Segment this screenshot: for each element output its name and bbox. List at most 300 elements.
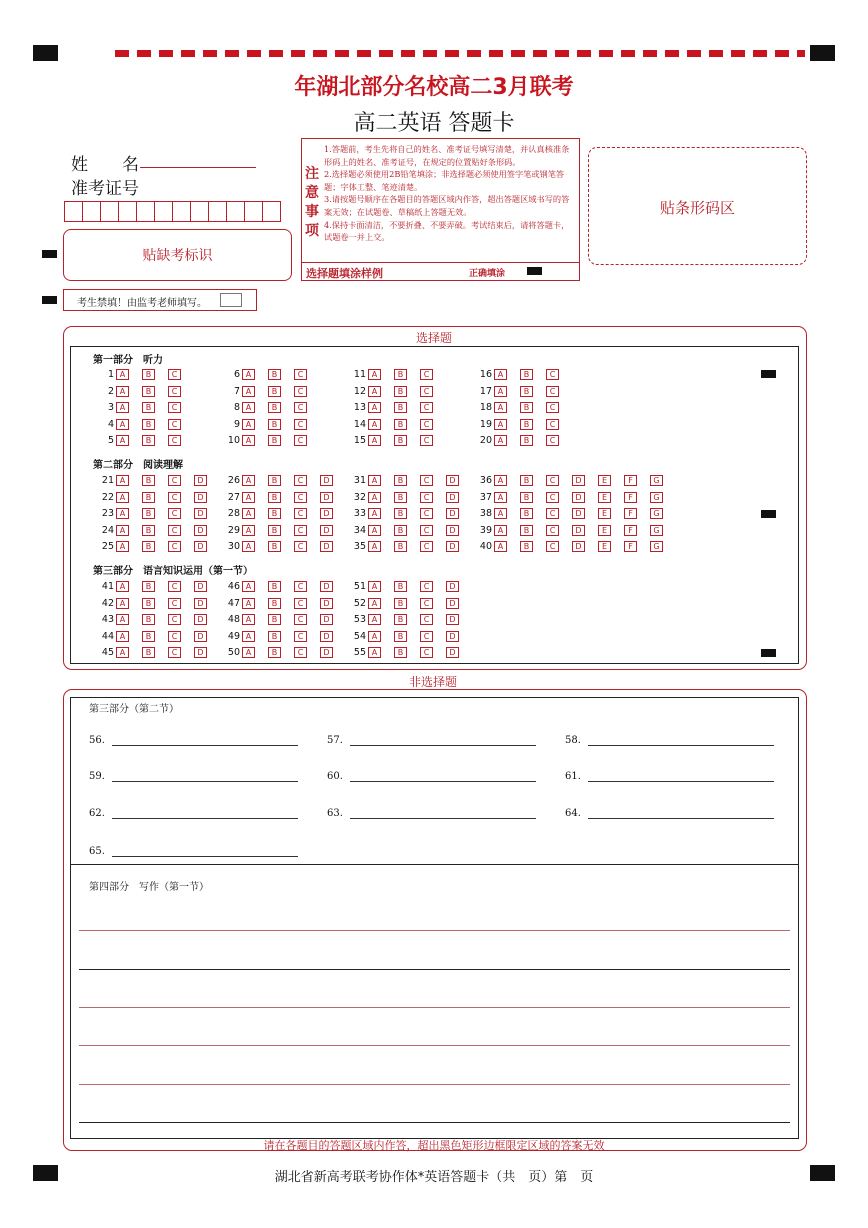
card-title: 高二英语 答题卡 [353, 111, 515, 136]
fill-in-number: 63. [327, 808, 343, 819]
option-bubble-d[interactable]: D [194, 598, 207, 609]
option-bubble-c[interactable]: C [420, 614, 433, 625]
option-bubble-d[interactable]: D [320, 508, 333, 519]
question-number: 41 [101, 581, 114, 592]
dashed-header-line [115, 50, 805, 57]
option-bubble-a[interactable]: A [242, 581, 255, 592]
option-bubble-f[interactable]: F [624, 492, 637, 503]
option-bubble-b[interactable]: B [394, 598, 407, 609]
option-bubble-b[interactable]: B [520, 435, 533, 446]
option-bubble-a[interactable]: A [242, 419, 255, 430]
option-bubble-c[interactable]: C [294, 631, 307, 642]
option-bubble-b[interactable]: B [394, 492, 407, 503]
option-bubble-c[interactable]: C [168, 419, 181, 430]
barcode-label: 贴条形码区 [659, 199, 735, 217]
option-bubble-c[interactable]: C [168, 369, 181, 380]
question-number: 44 [101, 630, 114, 642]
option-bubble-b[interactable]: B [268, 386, 281, 397]
option-bubble-c[interactable]: C [168, 631, 181, 642]
option-bubble-d[interactable]: D [320, 475, 333, 486]
option-bubble-d[interactable]: D [320, 525, 333, 536]
option-bubble-f[interactable]: F [624, 541, 637, 552]
option-bubble-c[interactable]: C [168, 598, 181, 609]
option-bubble-c[interactable]: C [420, 386, 433, 397]
option-bubble-b[interactable]: B [268, 419, 281, 430]
option-bubble-b[interactable]: B [394, 402, 407, 413]
option-bubble-d[interactable]: D [320, 581, 333, 592]
option-bubble-b[interactable]: B [268, 525, 281, 536]
option-bubble-a[interactable]: A [368, 614, 381, 625]
option-bubble-c[interactable]: C [294, 369, 307, 380]
question-number: 40 [479, 541, 492, 552]
proctor-box [63, 289, 257, 311]
option-bubble-a[interactable]: A [368, 541, 381, 552]
part4-title: 第四部分 写作（第一节） [89, 882, 209, 893]
proctor-fill-box[interactable] [220, 293, 242, 307]
option-bubble-b[interactable]: B [142, 419, 155, 430]
fill-in-line[interactable] [588, 818, 774, 819]
option-bubble-b[interactable]: B [142, 631, 155, 642]
option-bubble-d[interactable]: D [194, 492, 207, 503]
option-bubble-c[interactable]: C [294, 435, 307, 446]
option-bubble-b[interactable]: B [142, 581, 155, 592]
part3-2-title: 第三部分（第二节） [89, 704, 179, 715]
fill-in-line[interactable] [588, 745, 774, 746]
option-bubble-b[interactable]: B [394, 475, 407, 486]
option-bubble-c[interactable]: C [546, 525, 559, 536]
option-bubble-a[interactable]: A [242, 631, 255, 642]
option-bubble-d[interactable]: D [446, 631, 459, 642]
option-bubble-a[interactable]: A [116, 419, 129, 430]
question-number: 43 [101, 614, 114, 625]
option-bubble-c[interactable]: C [294, 386, 307, 397]
question-number: 42 [101, 597, 114, 609]
option-bubble-c[interactable]: C [546, 475, 559, 486]
fill-in-line[interactable] [350, 745, 536, 746]
option-bubble-b[interactable]: B [268, 631, 281, 642]
fill-example-bar [302, 262, 579, 280]
option-bubble-a[interactable]: A [242, 647, 255, 658]
option-bubble-a[interactable]: A [242, 541, 255, 552]
question-number: 19 [479, 418, 492, 430]
bottom-warning: 请在各题目的答题区域内作答，超出黑色矩形边框限定区域的答案无效 [263, 1139, 605, 1152]
option-bubble-a[interactable]: A [368, 402, 381, 413]
notice-item: 4.保持卡面清洁，不要折叠、不要弄破。考试结束后，请将答题卡，试题卷一并上交。 [324, 219, 570, 243]
question-number: 18 [479, 402, 492, 413]
fill-in-line[interactable] [350, 818, 536, 819]
option-bubble-a[interactable]: A [116, 614, 129, 625]
option-bubble-d[interactable]: D [320, 541, 333, 552]
registration-mark [810, 45, 835, 61]
option-bubble-c[interactable]: C [546, 386, 559, 397]
option-bubble-b[interactable]: B [394, 386, 407, 397]
option-bubble-b[interactable]: B [520, 541, 533, 552]
question-number: 32 [353, 491, 366, 503]
notice-item: 3.请按题号顺序在各题目的答题区域内作答，超出答题区域书写的答案无效；在试题卷、草稿纸上答题无效。 [324, 194, 570, 217]
option-bubble-d[interactable]: D [446, 647, 459, 658]
option-bubble-f[interactable]: F [624, 525, 637, 536]
option-bubble-c[interactable]: C [294, 598, 307, 609]
writing-line[interactable] [79, 1084, 790, 1085]
option-bubble-c[interactable]: C [294, 402, 307, 413]
option-bubble-b[interactable]: B [394, 647, 407, 658]
option-bubble-c[interactable]: C [420, 419, 433, 430]
option-bubble-b[interactable]: B [394, 525, 407, 536]
option-bubble-a[interactable]: A [494, 369, 507, 380]
barcode-area[interactable] [588, 147, 807, 265]
option-bubble-d[interactable]: D [194, 508, 207, 519]
option-bubble-c[interactable]: C [294, 541, 307, 552]
question-number: 13 [353, 402, 366, 413]
option-bubble-c[interactable]: C [546, 419, 559, 430]
option-bubble-b[interactable]: B [268, 492, 281, 503]
option-bubble-c[interactable]: C [420, 541, 433, 552]
option-bubble-b[interactable]: B [142, 598, 155, 609]
option-bubble-c[interactable]: C [420, 508, 433, 519]
option-bubble-f[interactable]: F [624, 508, 637, 519]
option-bubble-d[interactable]: D [572, 525, 585, 536]
option-bubble-c[interactable]: C [168, 614, 181, 625]
option-bubble-b[interactable]: B [268, 475, 281, 486]
question-number: 25 [101, 541, 114, 552]
option-bubble-a[interactable]: A [242, 614, 255, 625]
option-bubble-a[interactable]: A [116, 475, 129, 486]
option-bubble-b[interactable]: B [394, 614, 407, 625]
option-bubble-g[interactable]: G [650, 525, 663, 536]
option-bubble-a[interactable]: A [368, 525, 381, 536]
option-bubble-d[interactable]: D [194, 631, 207, 642]
option-bubble-a[interactable]: A [494, 435, 507, 446]
fill-in-line[interactable] [350, 781, 536, 782]
option-bubble-e[interactable]: E [598, 508, 611, 519]
option-bubble-b[interactable]: B [520, 386, 533, 397]
option-bubble-c[interactable]: C [420, 525, 433, 536]
option-bubble-b[interactable]: B [268, 402, 281, 413]
option-bubble-d[interactable]: D [320, 492, 333, 503]
option-bubble-d[interactable]: D [572, 492, 585, 503]
option-bubble-a[interactable]: A [494, 402, 507, 413]
option-bubble-c[interactable]: C [546, 541, 559, 552]
option-bubble-a[interactable]: A [368, 631, 381, 642]
option-bubble-b[interactable]: B [268, 581, 281, 592]
question-number: 55 [353, 647, 366, 658]
name-label: 姓 名 [71, 155, 139, 175]
option-bubble-c[interactable]: C [420, 475, 433, 486]
option-bubble-c[interactable]: C [168, 402, 181, 413]
option-bubble-d[interactable]: D [194, 525, 207, 536]
option-bubble-a[interactable]: A [494, 419, 507, 430]
option-bubble-c[interactable]: C [420, 435, 433, 446]
question-number: 9 [233, 418, 240, 430]
option-bubble-a[interactable]: A [368, 508, 381, 519]
option-bubble-c[interactable]: C [420, 492, 433, 503]
option-bubble-b[interactable]: B [394, 631, 407, 642]
option-bubble-b[interactable]: B [142, 402, 155, 413]
option-bubble-c[interactable]: C [294, 492, 307, 503]
option-bubble-d[interactable]: D [446, 508, 459, 519]
option-bubble-d[interactable]: D [572, 541, 585, 552]
fill-in-line[interactable] [112, 745, 298, 746]
option-bubble-a[interactable]: A [242, 435, 255, 446]
option-bubble-b[interactable]: B [268, 541, 281, 552]
option-bubble-a[interactable]: A [368, 475, 381, 486]
option-bubble-g[interactable]: G [650, 541, 663, 552]
option-bubble-e[interactable]: E [598, 525, 611, 536]
option-bubble-d[interactable]: D [320, 631, 333, 642]
option-bubble-a[interactable]: A [116, 581, 129, 592]
option-bubble-d[interactable]: D [572, 475, 585, 486]
timing-mark [761, 649, 776, 657]
question-number: 16 [479, 369, 492, 380]
option-bubble-a[interactable]: A [116, 386, 129, 397]
option-bubble-b[interactable]: B [142, 475, 155, 486]
option-bubble-c[interactable]: C [294, 419, 307, 430]
option-bubble-c[interactable]: C [546, 369, 559, 380]
absent-sticker-box[interactable] [63, 229, 292, 281]
option-bubble-b[interactable]: B [142, 508, 155, 519]
option-bubble-e[interactable]: E [598, 541, 611, 552]
question-number: 30 [227, 541, 240, 552]
option-bubble-d[interactable]: D [446, 525, 459, 536]
question-number: 5 [107, 435, 114, 446]
option-bubble-a[interactable]: A [242, 508, 255, 519]
part1-title: 第一部分 听力 [93, 355, 163, 366]
option-bubble-b[interactable]: B [142, 614, 155, 625]
option-bubble-d[interactable]: D [446, 492, 459, 503]
proctor-note: 考生禁填！由监考老师填写。 [77, 298, 207, 309]
option-bubble-a[interactable]: A [242, 369, 255, 380]
option-bubble-b[interactable]: B [520, 369, 533, 380]
option-bubble-a[interactable]: A [242, 386, 255, 397]
option-bubble-a[interactable]: A [494, 508, 507, 519]
fill-in-number: 59. [89, 771, 105, 782]
option-bubble-c[interactable]: C [168, 647, 181, 658]
fill-in-line[interactable] [588, 781, 774, 782]
option-bubble-b[interactable]: B [142, 435, 155, 446]
option-bubble-e[interactable]: E [598, 492, 611, 503]
question-number: 34 [353, 524, 366, 536]
question-number: 1 [107, 369, 114, 380]
option-bubble-a[interactable]: A [116, 508, 129, 519]
id-label: 准考证号 [71, 179, 139, 199]
option-bubble-b[interactable]: B [394, 541, 407, 552]
option-bubble-e[interactable]: E [598, 475, 611, 486]
option-bubble-a[interactable]: A [242, 402, 255, 413]
option-bubble-a[interactable]: A [368, 581, 381, 592]
option-bubble-a[interactable]: A [116, 541, 129, 552]
option-bubble-b[interactable]: B [142, 647, 155, 658]
registration-mark [33, 45, 58, 61]
option-bubble-c[interactable]: C [168, 581, 181, 592]
notice-item: 1.答题前，考生先将自己的姓名、准考证号填写清楚，并认真核准条形码上的姓名、准考证号，在规定的位置贴好条形码。 [324, 144, 570, 167]
choice-section-title: 选择题 [412, 329, 456, 346]
option-bubble-c[interactable]: C [294, 508, 307, 519]
option-bubble-c[interactable]: C [546, 402, 559, 413]
option-bubble-c[interactable]: C [420, 647, 433, 658]
option-bubble-b[interactable]: B [394, 369, 407, 380]
option-bubble-b[interactable]: B [268, 647, 281, 658]
option-bubble-c[interactable]: C [420, 581, 433, 592]
writing-line[interactable] [79, 1007, 790, 1008]
option-bubble-a[interactable]: A [116, 598, 129, 609]
option-bubble-b[interactable]: B [520, 492, 533, 503]
fill-in-line[interactable] [112, 818, 298, 819]
option-bubble-c[interactable]: C [294, 475, 307, 486]
option-bubble-a[interactable]: A [116, 369, 129, 380]
option-bubble-c[interactable]: C [294, 581, 307, 592]
timing-mark [761, 510, 776, 518]
option-bubble-g[interactable]: G [650, 508, 663, 519]
option-bubble-a[interactable]: A [116, 525, 129, 536]
option-bubble-d[interactable]: D [320, 647, 333, 658]
option-bubble-c[interactable]: C [168, 475, 181, 486]
fill-in-line[interactable] [112, 856, 298, 857]
option-bubble-c[interactable]: C [420, 598, 433, 609]
question-number: 17 [479, 385, 492, 397]
option-bubble-b[interactable]: B [268, 508, 281, 519]
writing-line[interactable] [79, 1045, 790, 1046]
part2-title: 第二部分 阅读理解 [93, 460, 183, 471]
option-bubble-a[interactable]: A [116, 492, 129, 503]
name-field[interactable] [140, 150, 256, 168]
option-bubble-a[interactable]: A [368, 435, 381, 446]
option-bubble-f[interactable]: F [624, 475, 637, 486]
id-number-cells[interactable] [64, 201, 281, 222]
option-bubble-c[interactable]: C [294, 525, 307, 536]
option-bubble-c[interactable]: C [294, 647, 307, 658]
question-number: 8 [233, 402, 240, 413]
question-number: 3 [107, 402, 114, 413]
option-bubble-d[interactable]: D [572, 508, 585, 519]
question-number: 38 [479, 508, 492, 519]
option-bubble-b[interactable]: B [394, 419, 407, 430]
option-bubble-a[interactable]: A [494, 525, 507, 536]
question-number: 29 [227, 524, 240, 536]
question-number: 6 [233, 369, 240, 380]
notice-side-label: 注意事项 [305, 166, 319, 239]
writing-line[interactable] [79, 969, 790, 970]
option-bubble-a[interactable]: A [116, 435, 129, 446]
option-bubble-c[interactable]: C [420, 402, 433, 413]
option-bubble-b[interactable]: B [142, 525, 155, 536]
option-bubble-d[interactable]: D [194, 581, 207, 592]
option-bubble-a[interactable]: A [494, 541, 507, 552]
timing-mark [761, 370, 776, 378]
option-bubble-d[interactable]: D [446, 475, 459, 486]
option-bubble-b[interactable]: B [520, 525, 533, 536]
option-bubble-a[interactable]: A [368, 386, 381, 397]
option-bubble-c[interactable]: C [420, 631, 433, 642]
option-bubble-b[interactable]: B [142, 541, 155, 552]
option-bubble-a[interactable]: A [368, 369, 381, 380]
option-bubble-c[interactable]: C [168, 541, 181, 552]
option-bubble-b[interactable]: B [268, 435, 281, 446]
option-bubble-b[interactable]: B [394, 435, 407, 446]
absent-sticker-label: 贴缺考标识 [142, 248, 213, 264]
option-bubble-a[interactable]: A [242, 475, 255, 486]
question-number: 36 [479, 475, 492, 486]
option-bubble-a[interactable]: A [242, 492, 255, 503]
option-bubble-a[interactable]: A [368, 647, 381, 658]
option-bubble-d[interactable]: D [320, 598, 333, 609]
option-bubble-a[interactable]: A [368, 492, 381, 503]
option-bubble-b[interactable]: B [268, 369, 281, 380]
option-bubble-b[interactable]: B [268, 598, 281, 609]
fill-in-number: 60. [327, 771, 343, 782]
option-bubble-c[interactable]: C [168, 492, 181, 503]
option-bubble-c[interactable]: C [546, 508, 559, 519]
option-bubble-a[interactable]: A [116, 631, 129, 642]
option-bubble-a[interactable]: A [242, 525, 255, 536]
option-bubble-c[interactable]: C [168, 435, 181, 446]
option-bubble-c[interactable]: C [420, 369, 433, 380]
option-bubble-b[interactable]: B [394, 508, 407, 519]
option-bubble-d[interactable]: D [446, 581, 459, 592]
option-bubble-g[interactable]: G [650, 475, 663, 486]
option-bubble-b[interactable]: B [142, 386, 155, 397]
question-number: 24 [101, 524, 114, 536]
option-bubble-b[interactable]: B [142, 369, 155, 380]
fill-example-label: 选择题填涂样例 [306, 267, 383, 280]
option-bubble-b[interactable]: B [520, 508, 533, 519]
option-bubble-b[interactable]: B [268, 614, 281, 625]
option-bubble-d[interactable]: D [194, 614, 207, 625]
option-bubble-a[interactable]: A [494, 386, 507, 397]
option-bubble-c[interactable]: C [546, 435, 559, 446]
option-bubble-a[interactable]: A [494, 492, 507, 503]
question-number: 48 [227, 614, 240, 625]
question-number: 7 [233, 385, 240, 397]
option-bubble-a[interactable]: A [116, 647, 129, 658]
question-number: 53 [353, 614, 366, 625]
question-number: 31 [353, 475, 366, 486]
option-bubble-g[interactable]: G [650, 492, 663, 503]
option-bubble-b[interactable]: B [394, 581, 407, 592]
option-bubble-a[interactable]: A [116, 402, 129, 413]
option-bubble-c[interactable]: C [168, 386, 181, 397]
fill-in-line[interactable] [112, 781, 298, 782]
option-bubble-d[interactable]: D [320, 614, 333, 625]
option-bubble-a[interactable]: A [368, 419, 381, 430]
option-bubble-c[interactable]: C [546, 492, 559, 503]
option-bubble-c[interactable]: C [294, 614, 307, 625]
option-bubble-a[interactable]: A [368, 598, 381, 609]
fill-in-number: 56. [89, 735, 105, 746]
question-number: 2 [107, 385, 114, 397]
fill-in-number: 58. [565, 735, 581, 746]
fill-in-number: 65. [89, 846, 105, 857]
option-bubble-a[interactable]: A [242, 598, 255, 609]
option-bubble-d[interactable]: D [446, 598, 459, 609]
option-bubble-b[interactable]: B [520, 475, 533, 486]
option-bubble-c[interactable]: C [168, 508, 181, 519]
option-bubble-a[interactable]: A [494, 475, 507, 486]
option-bubble-d[interactable]: D [194, 541, 207, 552]
option-bubble-d[interactable]: D [194, 475, 207, 486]
question-number: 39 [479, 524, 492, 536]
option-bubble-c[interactable]: C [168, 525, 181, 536]
option-bubble-b[interactable]: B [520, 402, 533, 413]
writing-line[interactable] [79, 1122, 790, 1123]
option-bubble-d[interactable]: D [446, 614, 459, 625]
option-bubble-b[interactable]: B [520, 419, 533, 430]
question-number: 52 [353, 597, 366, 609]
option-bubble-b[interactable]: B [142, 492, 155, 503]
option-bubble-d[interactable]: D [194, 647, 207, 658]
option-bubble-d[interactable]: D [446, 541, 459, 552]
question-number: 10 [227, 435, 240, 446]
writing-line[interactable] [79, 930, 790, 931]
